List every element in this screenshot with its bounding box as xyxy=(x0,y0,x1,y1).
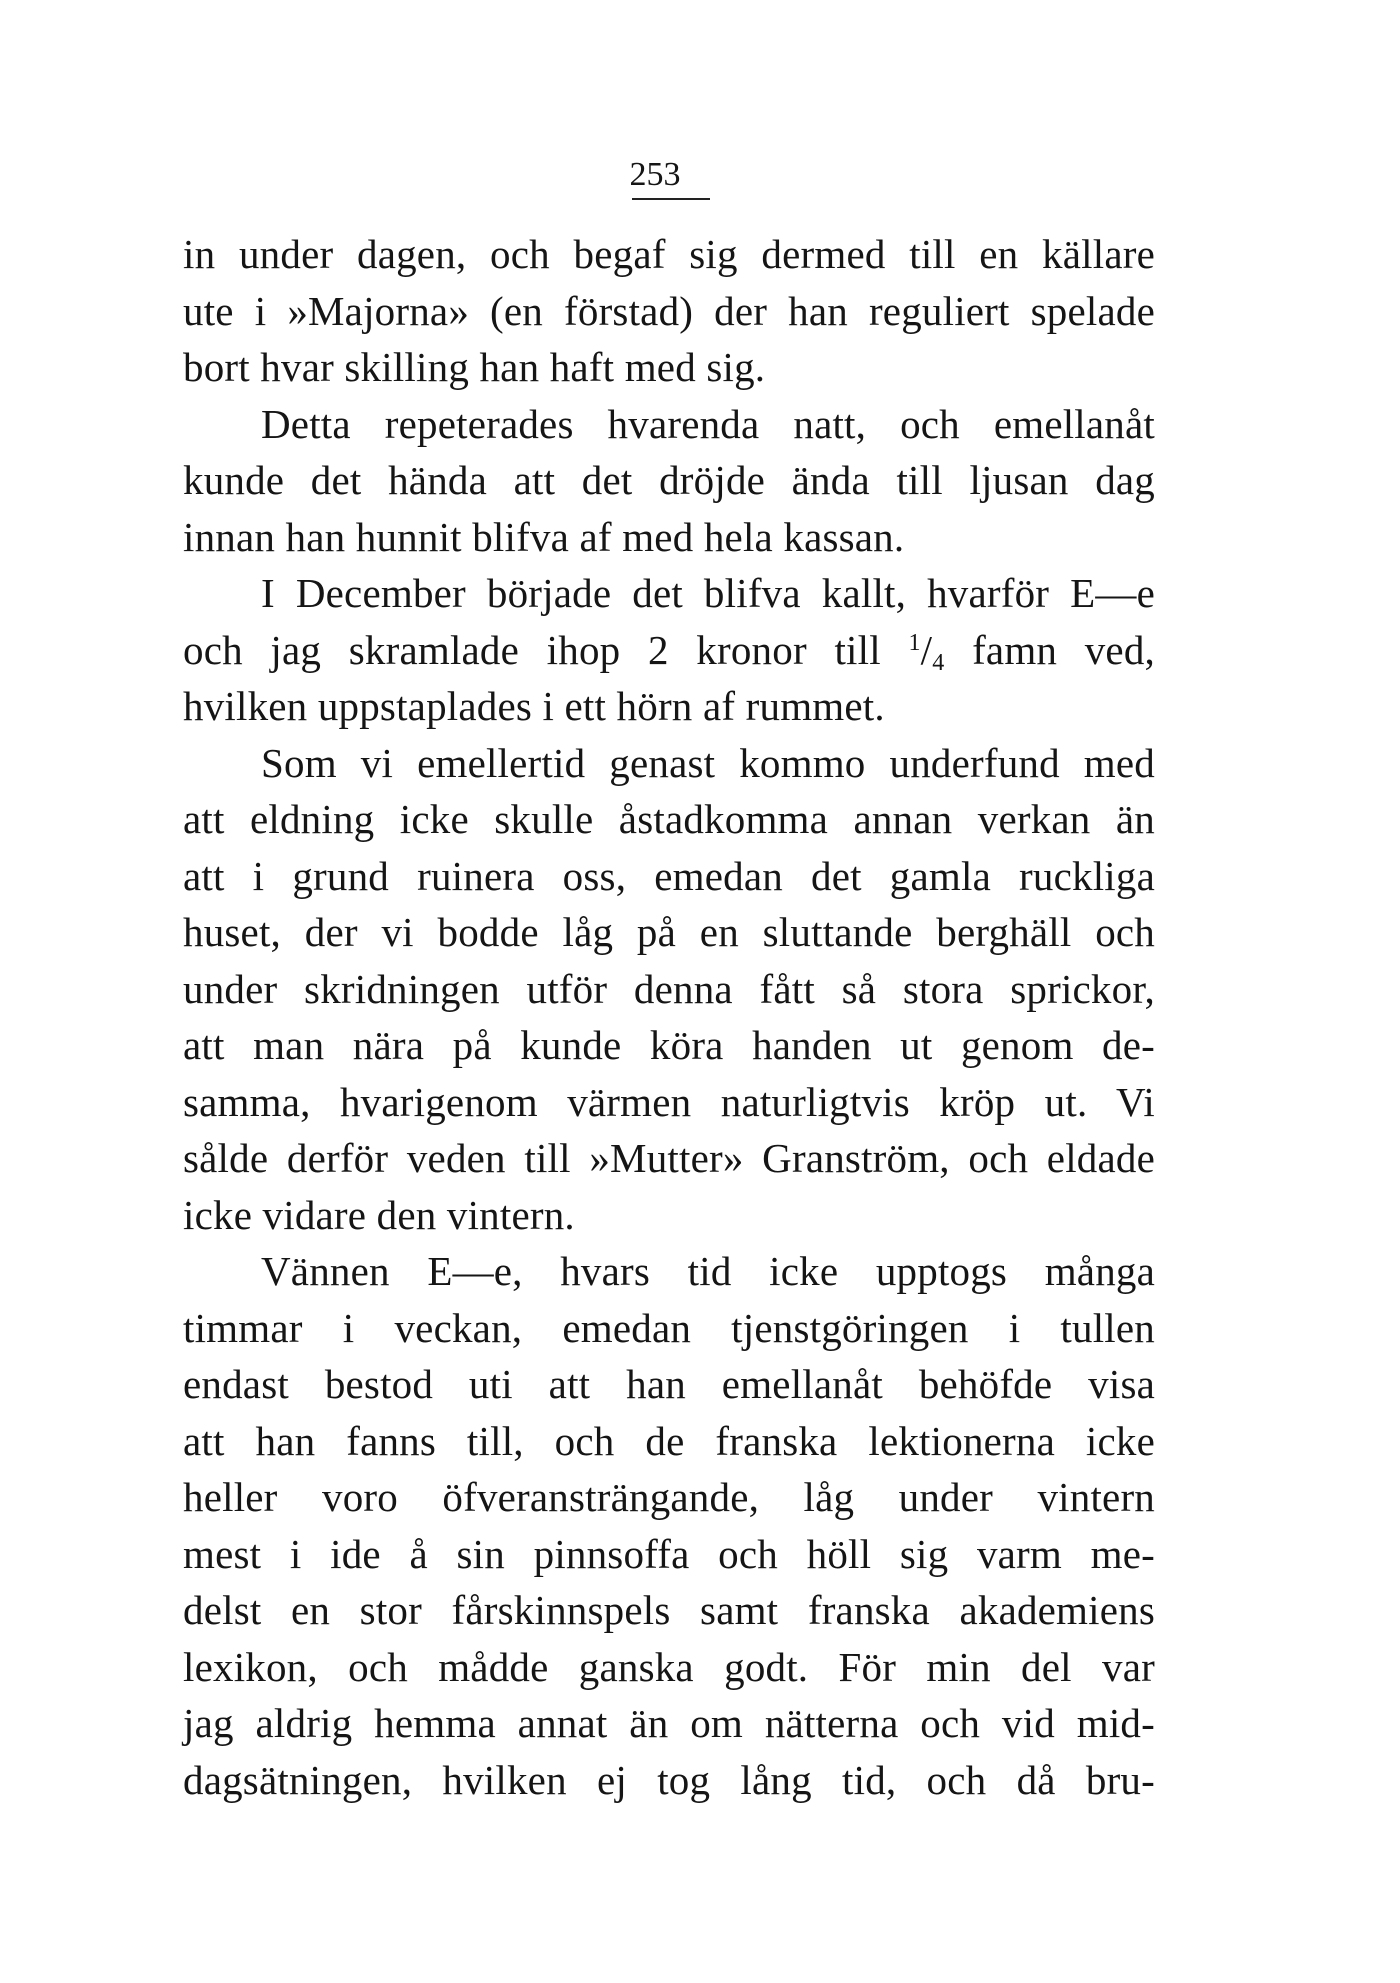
fraction-numerator: 1 xyxy=(908,629,921,656)
text-line: innan han hunnit blifva af med hela kassan. xyxy=(183,513,905,560)
text-line: icke vidare den vintern. xyxy=(183,1191,575,1238)
text-line: ute i »Majorna» (en förstad) der han reguliert spelade xyxy=(183,287,1155,334)
text-line: Vännen E—e, hvars tid icke upptogs många xyxy=(261,1248,1155,1294)
text-line: sålde derför veden till »Mutter» Granström, och eldade xyxy=(183,1135,1155,1181)
text-segment: och jag skramlade ihop 2 kronor till xyxy=(183,626,909,673)
text-line: heller voro öfveransträngande, låg under vintern xyxy=(183,1474,1155,1520)
text-line: att eldning icke skulle åstadkomma annan verkan än xyxy=(183,796,1155,842)
text-line xyxy=(183,622,1155,679)
text-line: att han fanns till, och de franska lektionerna icke xyxy=(183,1417,1155,1464)
text-line: endast bestod uti att han emellanåt behöfde visa xyxy=(183,1361,1155,1407)
text-line: bort hvar skilling han haft med sig. xyxy=(183,344,766,390)
text-line: jag aldrig hemma annat än om nätterna och vid mid- xyxy=(183,1700,1155,1746)
text-line: hvilken uppstaplades i ett hörn af rummet. xyxy=(183,683,885,729)
text-line: Som vi emellertid genast kommo underfund med xyxy=(261,739,1155,786)
text-line: delst en stor fårskinnspels samt franska akademiens xyxy=(183,1587,1155,1633)
text-line: timmar i veckan, emedan tjenstgöringen i tullen xyxy=(183,1304,1155,1351)
text-line: att i grund ruinera oss, emedan det gamla ruckliga xyxy=(183,852,1155,899)
text-line: Detta repeterades hvarenda natt, och emellanåt xyxy=(261,400,1155,447)
page-number-underline xyxy=(632,198,710,200)
page-number: 253 xyxy=(629,156,681,193)
text-line: att man nära på kunde köra handen ut genom de- xyxy=(183,1022,1155,1068)
text-line: lexikon, och mådde ganska godt. För min del var xyxy=(183,1643,1155,1690)
fraction-slash: / xyxy=(920,626,933,673)
text-line: mest i ide å sin pinnsoffa och höll sig varm me- xyxy=(183,1530,1155,1577)
text-line: samma, hvarigenom värmen naturligtvis kröp ut. Vi xyxy=(183,1078,1155,1125)
text-line: kunde det hända att det dröjde ända till ljusan dag xyxy=(183,457,1155,503)
fraction-denominator: 4 xyxy=(932,649,945,676)
text-line: huset, der vi bodde låg på en sluttande berghäll och xyxy=(183,909,1155,955)
body-text xyxy=(183,226,1155,1808)
text-line: I December började det blifva kallt, hvarför E—e xyxy=(261,570,1155,616)
text-line: under skridningen utför denna fått så stora sprickor, xyxy=(183,965,1155,1012)
text-line: dagsätningen, hvilken ej tog lång tid, och då bru- xyxy=(183,1756,1155,1803)
text-segment: famn ved, xyxy=(944,626,1155,673)
text-line: in under dagen, och begaf sig dermed till en källare xyxy=(183,231,1155,277)
